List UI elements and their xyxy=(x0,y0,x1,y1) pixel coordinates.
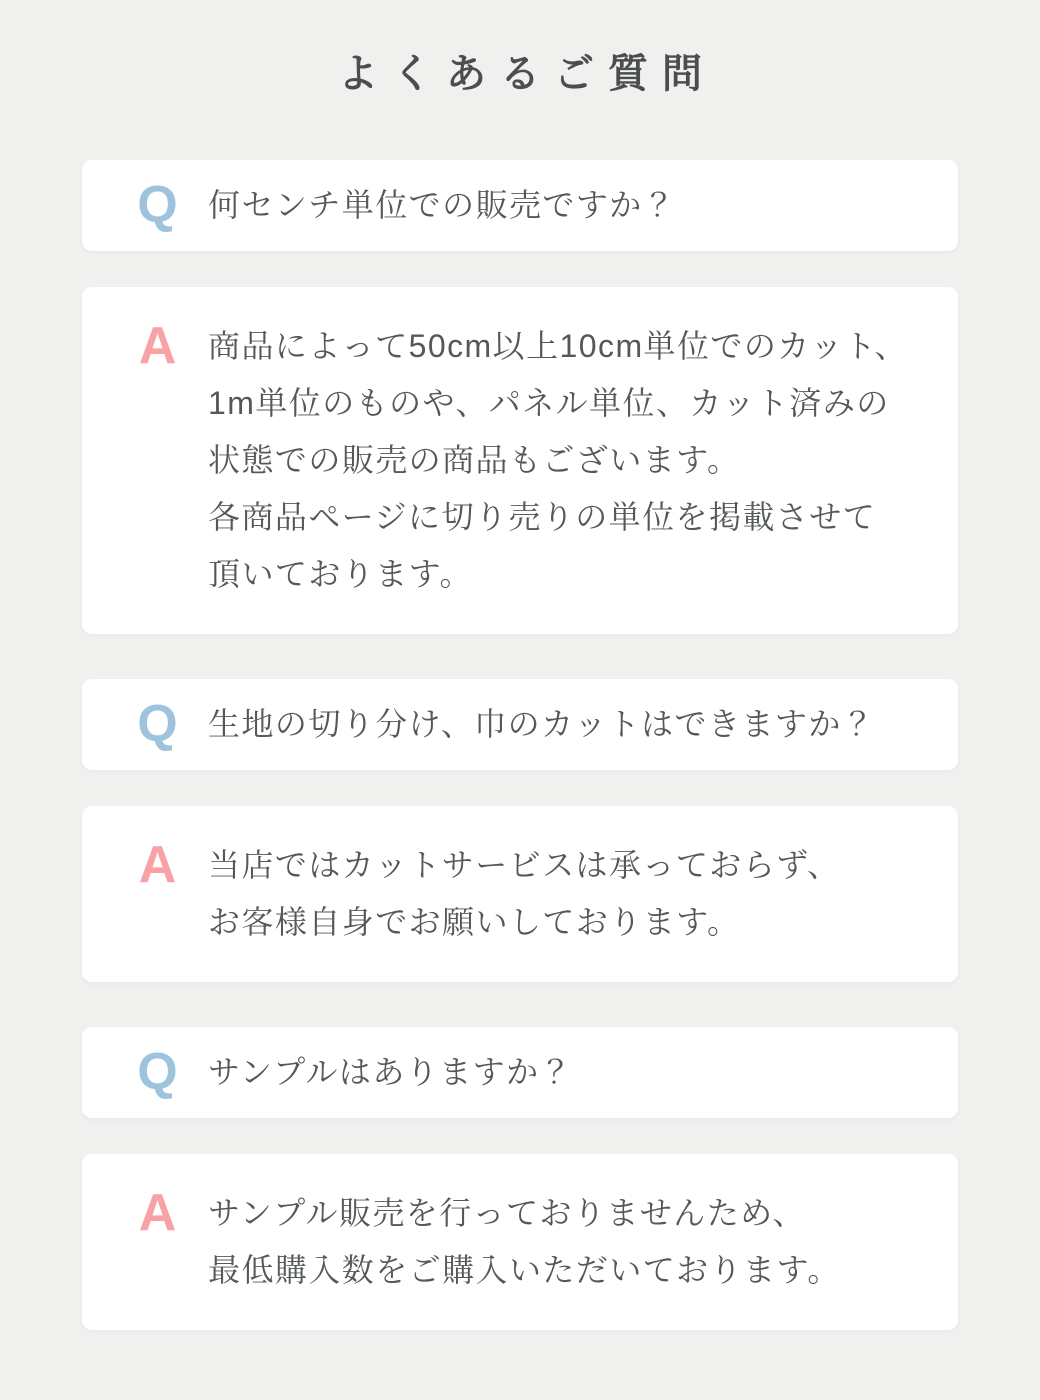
faq-question-card-3 xyxy=(82,1027,958,1118)
faq-answer-card-3 xyxy=(82,1154,958,1330)
faq-answer-card-2 xyxy=(82,806,958,982)
faq-question-card-2 xyxy=(82,679,958,770)
answer-line: 1m単位のものや、パネル単位、カット済みの xyxy=(208,385,890,421)
answer-icon: A xyxy=(138,1184,177,1242)
answer-line: 最低購入数をご購入いただいております。 xyxy=(208,1252,841,1288)
answer-line: 当店ではカットサービスは承っておらず、 xyxy=(208,847,841,883)
faq-answer-card-1 xyxy=(82,287,958,634)
question-icon: Q xyxy=(137,1043,178,1101)
question-icon: Q xyxy=(137,176,178,234)
answer-line: 頂いております。 xyxy=(208,556,473,592)
answer-text xyxy=(208,837,840,951)
answer-line: サンプル販売を行っておりませんため、 xyxy=(208,1195,806,1231)
question-text: 生地の切り分け、巾のカットはできますか？ xyxy=(208,706,876,742)
answer-line: 商品によって50cm以上10cm単位でのカット、 xyxy=(208,328,908,364)
page-title: よくあるご質問 xyxy=(338,52,716,96)
question-text: 何センチ単位での販売ですか？ xyxy=(208,187,677,223)
answer-icon: A xyxy=(138,836,177,894)
faq-list xyxy=(82,160,958,1330)
question-icon: Q xyxy=(137,695,178,753)
answer-text xyxy=(208,1185,841,1299)
answer-line: 状態での販売の商品もございます。 xyxy=(208,442,741,478)
faq-question-card-1 xyxy=(82,160,958,251)
answer-line: お客様自身でお願いしております。 xyxy=(208,904,741,940)
answer-line: 各商品ページに切り売りの単位を掲載させて xyxy=(208,499,877,535)
question-text: サンプルはありますか？ xyxy=(208,1054,573,1090)
answer-icon: A xyxy=(138,317,177,375)
answer-text xyxy=(208,318,908,603)
